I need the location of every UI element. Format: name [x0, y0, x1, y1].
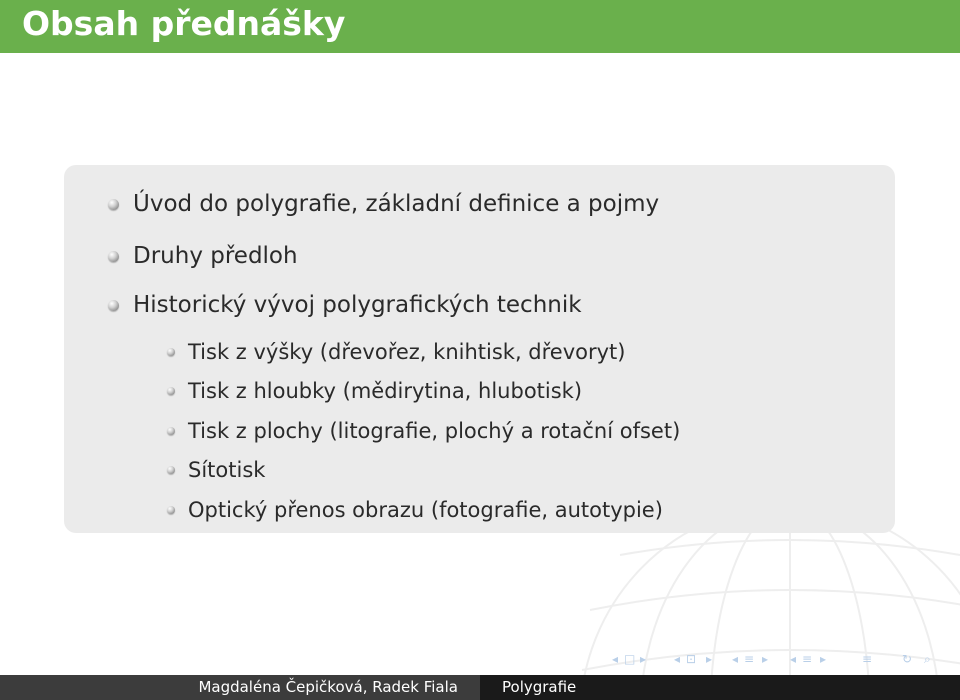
nav-appendix-icon[interactable]: ≡: [862, 652, 873, 666]
page-title: Obsah přednášky: [22, 4, 346, 43]
nav-next-section-icon[interactable]: ▸: [762, 652, 769, 666]
footer-title: [480, 675, 960, 700]
list-item: [167, 417, 680, 445]
list-item: [108, 189, 659, 219]
bullet-icon: [108, 199, 119, 210]
bullet-icon: [108, 300, 119, 311]
nav-prev-document-icon[interactable]: ◂: [790, 652, 797, 666]
content-block: [64, 165, 895, 533]
nav-prev-frame-icon[interactable]: ◂: [612, 652, 619, 666]
list-item-text: Tisk z hloubky (mědirytina, hlubotisk): [188, 379, 583, 403]
bullet-icon: [167, 348, 175, 356]
nav-document-icon[interactable]: ≡: [802, 652, 813, 666]
list-item: [167, 496, 663, 524]
bullet-icon: [167, 466, 175, 474]
nav-prev-section-icon[interactable]: ◂: [732, 652, 739, 666]
footer-authors-text: Magdaléna Čepičková, Radek Fiala: [198, 678, 458, 696]
bullet-icon: [167, 427, 175, 435]
bullet-icon: [167, 387, 175, 395]
list-item-text: Historický vývoj polygrafických technik: [133, 292, 582, 318]
list-item: [167, 456, 265, 484]
list-item: [167, 377, 582, 405]
beamer-navigation: [612, 648, 957, 670]
nav-search-icon[interactable]: ⌕: [924, 652, 931, 666]
footer-title-text: Polygrafie: [502, 678, 577, 696]
title-bar: [0, 0, 960, 53]
nav-back-icon[interactable]: ↻: [902, 652, 913, 666]
list-item-text: Sítotisk: [188, 458, 266, 482]
list-item: [167, 338, 625, 366]
list-item-text: Tisk z plochy (litografie, plochý a rotační ofset): [188, 419, 681, 443]
list-item-text: Druhy předloh: [133, 243, 298, 269]
bullet-icon: [167, 506, 175, 514]
nav-subsection-icon[interactable]: ⊡: [686, 652, 697, 666]
nav-section-icon[interactable]: ≡: [744, 652, 755, 666]
footer-authors: [0, 675, 480, 700]
list-item-text: Tisk z výšky (dřevořez, knihtisk, dřevoryt): [188, 340, 626, 364]
bullet-icon: [108, 251, 119, 262]
list-item-text: Optický přenos obrazu (fotografie, autotypie): [188, 498, 663, 522]
list-item: [108, 290, 582, 320]
list-item-text: Úvod do polygrafie, základní definice a pojmy: [133, 191, 660, 217]
nav-next-subsection-icon[interactable]: ▸: [706, 652, 713, 666]
nav-next-frame-icon[interactable]: ▸: [640, 652, 647, 666]
list-item: [108, 241, 298, 271]
nav-next-document-icon[interactable]: ▸: [820, 652, 827, 666]
nav-frame-icon[interactable]: □: [624, 652, 636, 666]
nav-prev-subsection-icon[interactable]: ◂: [674, 652, 681, 666]
